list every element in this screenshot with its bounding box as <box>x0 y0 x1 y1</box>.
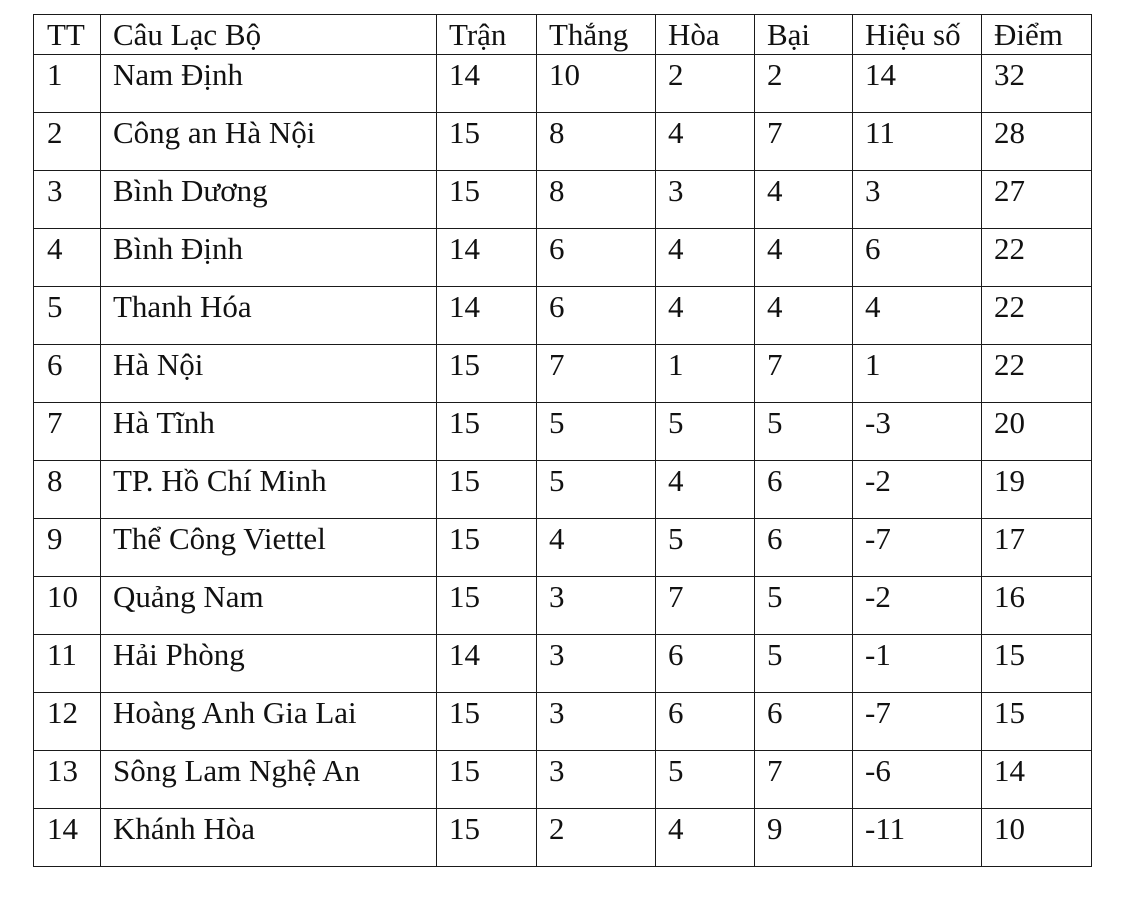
table-row <box>34 345 1092 403</box>
cell-club: Thanh Hóa <box>101 287 437 345</box>
cell-lost: 9 <box>755 809 853 867</box>
cell-rank: 8 <box>34 461 101 519</box>
table-row <box>34 635 1092 693</box>
column-header-drawn: Hòa <box>656 15 755 55</box>
cell-won: 5 <box>537 403 656 461</box>
cell-lost: 7 <box>755 751 853 809</box>
column-header-rank: TT <box>34 15 101 55</box>
cell-rank: 11 <box>34 635 101 693</box>
cell-goal-difference: -7 <box>853 519 982 577</box>
cell-goal-difference: -1 <box>853 635 982 693</box>
cell-club: Bình Dương <box>101 171 437 229</box>
cell-points: 20 <box>982 403 1092 461</box>
cell-points: 22 <box>982 287 1092 345</box>
cell-won: 5 <box>537 461 656 519</box>
cell-played: 15 <box>437 345 537 403</box>
cell-club: Hà Tĩnh <box>101 403 437 461</box>
cell-played: 15 <box>437 403 537 461</box>
cell-played: 15 <box>437 751 537 809</box>
cell-played: 15 <box>437 809 537 867</box>
cell-won: 6 <box>537 229 656 287</box>
cell-points: 15 <box>982 693 1092 751</box>
column-header-played: Trận <box>437 15 537 55</box>
cell-goal-difference: 4 <box>853 287 982 345</box>
cell-goal-difference: -2 <box>853 577 982 635</box>
cell-club: Công an Hà Nội <box>101 113 437 171</box>
cell-lost: 4 <box>755 287 853 345</box>
cell-points: 27 <box>982 171 1092 229</box>
cell-rank: 1 <box>34 55 101 113</box>
cell-rank: 9 <box>34 519 101 577</box>
cell-points: 22 <box>982 345 1092 403</box>
cell-drawn: 4 <box>656 113 755 171</box>
cell-club: Nam Định <box>101 55 437 113</box>
cell-played: 15 <box>437 577 537 635</box>
cell-won: 3 <box>537 635 656 693</box>
cell-won: 3 <box>537 693 656 751</box>
table-row <box>34 113 1092 171</box>
cell-won: 2 <box>537 809 656 867</box>
cell-played: 15 <box>437 461 537 519</box>
cell-club: Bình Định <box>101 229 437 287</box>
cell-points: 15 <box>982 635 1092 693</box>
table-row <box>34 693 1092 751</box>
cell-drawn: 4 <box>656 287 755 345</box>
cell-drawn: 4 <box>656 809 755 867</box>
cell-drawn: 5 <box>656 403 755 461</box>
cell-points: 17 <box>982 519 1092 577</box>
cell-rank: 5 <box>34 287 101 345</box>
cell-rank: 3 <box>34 171 101 229</box>
cell-goal-difference: 6 <box>853 229 982 287</box>
cell-points: 32 <box>982 55 1092 113</box>
cell-goal-difference: -7 <box>853 693 982 751</box>
cell-points: 19 <box>982 461 1092 519</box>
standings-table <box>33 14 1092 867</box>
cell-played: 14 <box>437 635 537 693</box>
cell-played: 14 <box>437 55 537 113</box>
cell-club: Hà Nội <box>101 345 437 403</box>
cell-points: 22 <box>982 229 1092 287</box>
cell-club: Hoàng Anh Gia Lai <box>101 693 437 751</box>
cell-rank: 13 <box>34 751 101 809</box>
cell-points: 16 <box>982 577 1092 635</box>
cell-played: 14 <box>437 229 537 287</box>
column-header-goal-difference: Hiệu số <box>853 15 982 55</box>
cell-goal-difference: -11 <box>853 809 982 867</box>
cell-drawn: 4 <box>656 461 755 519</box>
table-row <box>34 55 1092 113</box>
cell-club: Hải Phòng <box>101 635 437 693</box>
cell-lost: 7 <box>755 113 853 171</box>
table-body <box>34 55 1092 867</box>
cell-club: Quảng Nam <box>101 577 437 635</box>
cell-played: 14 <box>437 287 537 345</box>
cell-goal-difference: 14 <box>853 55 982 113</box>
table-row <box>34 461 1092 519</box>
cell-played: 15 <box>437 113 537 171</box>
cell-lost: 5 <box>755 635 853 693</box>
cell-drawn: 4 <box>656 229 755 287</box>
header-row <box>34 15 1092 55</box>
cell-points: 10 <box>982 809 1092 867</box>
cell-played: 15 <box>437 693 537 751</box>
cell-lost: 4 <box>755 229 853 287</box>
cell-points: 28 <box>982 113 1092 171</box>
cell-rank: 12 <box>34 693 101 751</box>
cell-points: 14 <box>982 751 1092 809</box>
cell-rank: 2 <box>34 113 101 171</box>
cell-goal-difference: -6 <box>853 751 982 809</box>
cell-rank: 6 <box>34 345 101 403</box>
cell-won: 7 <box>537 345 656 403</box>
cell-won: 8 <box>537 113 656 171</box>
cell-lost: 2 <box>755 55 853 113</box>
cell-drawn: 1 <box>656 345 755 403</box>
column-header-points: Điểm <box>982 15 1092 55</box>
cell-club: Sông Lam Nghệ An <box>101 751 437 809</box>
cell-won: 4 <box>537 519 656 577</box>
cell-won: 10 <box>537 55 656 113</box>
table-row <box>34 519 1092 577</box>
cell-won: 3 <box>537 577 656 635</box>
cell-drawn: 5 <box>656 751 755 809</box>
cell-goal-difference: -2 <box>853 461 982 519</box>
cell-club: Khánh Hòa <box>101 809 437 867</box>
column-header-lost: Bại <box>755 15 853 55</box>
cell-played: 15 <box>437 519 537 577</box>
cell-won: 8 <box>537 171 656 229</box>
cell-won: 3 <box>537 751 656 809</box>
table-header <box>34 15 1092 55</box>
column-header-club: Câu Lạc Bộ <box>101 15 437 55</box>
cell-drawn: 6 <box>656 693 755 751</box>
table-row <box>34 403 1092 461</box>
cell-lost: 6 <box>755 519 853 577</box>
cell-goal-difference: 11 <box>853 113 982 171</box>
cell-goal-difference: 1 <box>853 345 982 403</box>
cell-club: TP. Hồ Chí Minh <box>101 461 437 519</box>
table-row <box>34 171 1092 229</box>
cell-lost: 6 <box>755 461 853 519</box>
cell-lost: 7 <box>755 345 853 403</box>
cell-drawn: 2 <box>656 55 755 113</box>
table-row <box>34 229 1092 287</box>
cell-rank: 14 <box>34 809 101 867</box>
cell-club: Thể Công Viettel <box>101 519 437 577</box>
cell-rank: 7 <box>34 403 101 461</box>
cell-lost: 4 <box>755 171 853 229</box>
table-row <box>34 809 1092 867</box>
table-row <box>34 751 1092 809</box>
cell-drawn: 3 <box>656 171 755 229</box>
column-header-won: Thắng <box>537 15 656 55</box>
table-row <box>34 287 1092 345</box>
cell-goal-difference: 3 <box>853 171 982 229</box>
cell-played: 15 <box>437 171 537 229</box>
cell-lost: 5 <box>755 403 853 461</box>
cell-drawn: 6 <box>656 635 755 693</box>
table-row <box>34 577 1092 635</box>
cell-drawn: 5 <box>656 519 755 577</box>
cell-rank: 4 <box>34 229 101 287</box>
cell-goal-difference: -3 <box>853 403 982 461</box>
cell-drawn: 7 <box>656 577 755 635</box>
cell-rank: 10 <box>34 577 101 635</box>
cell-won: 6 <box>537 287 656 345</box>
cell-lost: 6 <box>755 693 853 751</box>
cell-lost: 5 <box>755 577 853 635</box>
